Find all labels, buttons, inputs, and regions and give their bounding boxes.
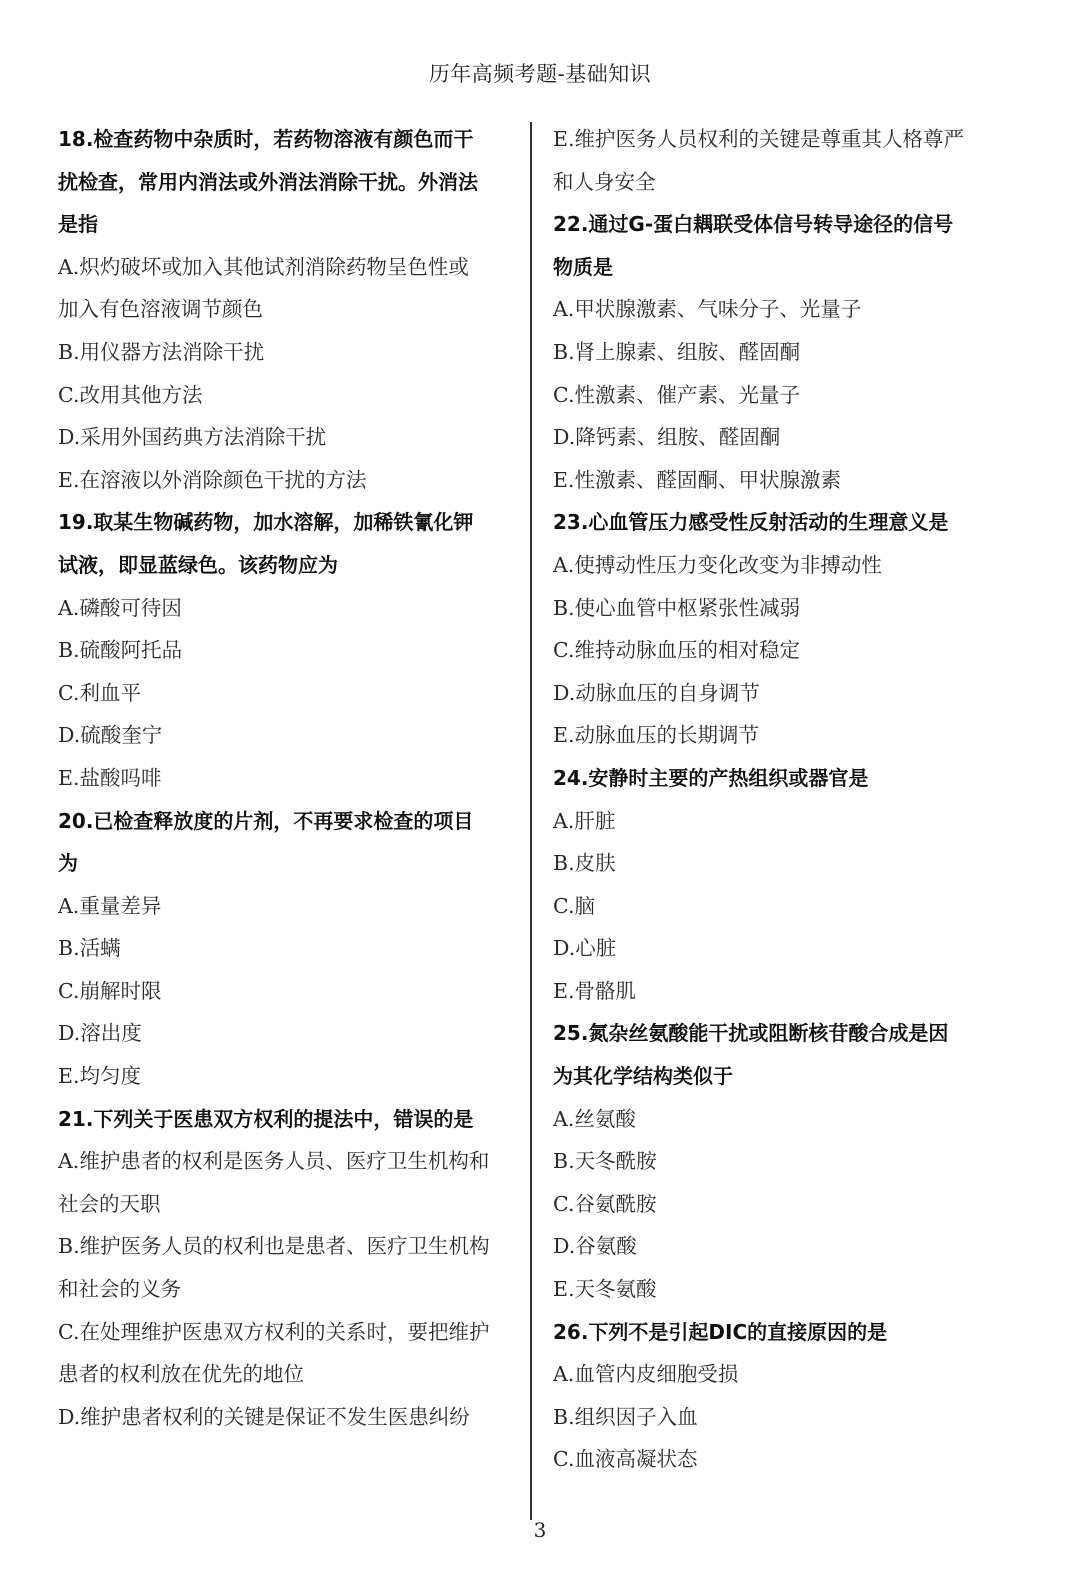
- question-text-line: 为: [58, 851, 78, 876]
- answer-option-line: A.丝氨酸: [553, 1106, 636, 1131]
- right-column: [553, 118, 1021, 1481]
- question-text-line: 25.氮杂丝氨酸能干扰或阻断核苷酸合成是因: [553, 1021, 949, 1046]
- answer-option-line: E.盐酸吗啡: [58, 765, 162, 790]
- answer-option-line: B.用仪器方法消除干扰: [58, 339, 265, 364]
- answer-option-line: C.在处理维护医患双方权利的关系时，要把维护: [58, 1319, 490, 1344]
- answer-option-line: A.维护患者的权利是医务人员、医疗卫生机构和: [58, 1149, 490, 1174]
- answer-option-line: A.肝脏: [553, 808, 616, 833]
- page-header-title: 历年高频考题-基础知识: [428, 62, 652, 86]
- answer-option-line: C.血液高凝状态: [553, 1447, 698, 1472]
- left-column: [58, 118, 523, 1438]
- answer-option-line: A.血管内皮细胞受损: [553, 1362, 739, 1387]
- answer-option-line: D.心脏: [553, 936, 617, 961]
- answer-option-line: C.脑: [553, 893, 595, 918]
- question-text-line: 21.下列关于医患双方权利的提法中，错误的是: [58, 1106, 474, 1131]
- question-text-line: 23.心血管压力感受性反射活动的生理意义是: [553, 510, 949, 535]
- question-text-line: 19.取某生物碱药物，加水溶解，加稀铁氰化钾: [58, 510, 474, 535]
- question-text-line: 24.安静时主要的产热组织或器官是: [553, 765, 869, 790]
- answer-option-line: C.利血平: [58, 680, 141, 705]
- answer-option-line: A.甲状腺激素、气味分子、光量子: [553, 297, 862, 322]
- question-text-line: 26.下列不是引起DIC的直接原因的是: [553, 1319, 888, 1344]
- answer-option-line: B.组织因子入血: [553, 1404, 698, 1429]
- answer-option-line: A.炽灼破坏或加入其他试剂消除药物呈色性或: [58, 254, 469, 279]
- answer-option-line: B.天冬酰胺: [553, 1149, 657, 1174]
- answer-option-line: C.性激素、催产素、光量子: [553, 382, 800, 407]
- answer-option-line: B.肾上腺素、组胺、醛固酮: [553, 339, 801, 364]
- question-text-line: 为其化学结构类似于: [553, 1064, 733, 1089]
- answer-option-line: D.动脉血压的自身调节: [553, 680, 760, 705]
- answer-option-line: E.性激素、醛固酮、甲状腺激素: [553, 467, 841, 492]
- answer-option-line: B.活螨: [58, 936, 121, 961]
- answer-option-line: 社会的天职: [58, 1191, 161, 1216]
- answer-option-line: D.溶出度: [58, 1021, 142, 1046]
- answer-option-line: E.维护医务人员权利的关键是尊重其人格尊严: [553, 127, 964, 151]
- answer-option-line: E.均匀度: [58, 1064, 141, 1089]
- answer-option-line: 和社会的义务: [58, 1277, 181, 1302]
- answer-option-line: 患者的权利放在优先的地位: [58, 1362, 304, 1387]
- answer-option-line: B.硫酸阿托品: [58, 638, 183, 663]
- page-number: 3: [533, 1518, 547, 1542]
- answer-option-line: 和人身安全: [553, 169, 656, 194]
- answer-option-line: E.动脉血压的长期调节: [553, 723, 759, 748]
- answer-option-line: E.在溶液以外消除颜色干扰的方法: [58, 467, 367, 492]
- answer-option-line: C.改用其他方法: [58, 382, 203, 407]
- answer-option-line: D.谷氨酸: [553, 1234, 637, 1259]
- question-text-line: 试液，即显蓝绿色。该药物应为: [58, 552, 338, 577]
- answer-option-line: A.磷酸可待因: [58, 595, 182, 620]
- answer-option-line: 加入有色溶液调节颜色: [58, 297, 263, 322]
- answer-option-line: C.谷氨酰胺: [553, 1191, 657, 1216]
- question-text-line: 18.检查药物中杂质时，若药物溶液有颜色而干: [58, 127, 474, 151]
- answer-option-line: C.维持动脉血压的相对稳定: [553, 638, 800, 663]
- answer-option-line: D.硫酸奎宁: [58, 723, 163, 748]
- question-text-line: 扰检查，常用内消法或外消法消除干扰。外消法: [58, 169, 478, 194]
- answer-option-line: D.降钙素、组胺、醛固酮: [553, 425, 781, 450]
- question-text-line: 20.已检查释放度的片剂，不再要求检查的项目: [58, 808, 474, 833]
- answer-option-line: B.使心血管中枢紧张性减弱: [553, 595, 801, 620]
- answer-option-line: B.皮肤: [553, 851, 616, 876]
- answer-option-line: D.维护患者权利的关键是保证不发生医患纠纷: [58, 1404, 470, 1429]
- column-divider: [530, 122, 532, 1520]
- answer-option-line: A.使搏动性压力变化改变为非搏动性: [553, 552, 882, 577]
- answer-option-line: A.重量差异: [58, 893, 162, 918]
- answer-option-line: D.采用外国药典方法消除干扰: [58, 425, 327, 450]
- answer-option-line: E.天冬氨酸: [553, 1277, 657, 1302]
- question-text-line: 是指: [58, 212, 98, 237]
- question-text-line: 22.通过G-蛋白耦联受体信号转导途径的信号: [553, 212, 954, 237]
- answer-option-line: B.维护医务人员的权利也是患者、医疗卫生机构: [58, 1234, 490, 1259]
- question-text-line: 物质是: [553, 254, 613, 279]
- answer-option-line: C.崩解时限: [58, 978, 162, 1003]
- answer-option-line: E.骨骼肌: [553, 978, 636, 1003]
